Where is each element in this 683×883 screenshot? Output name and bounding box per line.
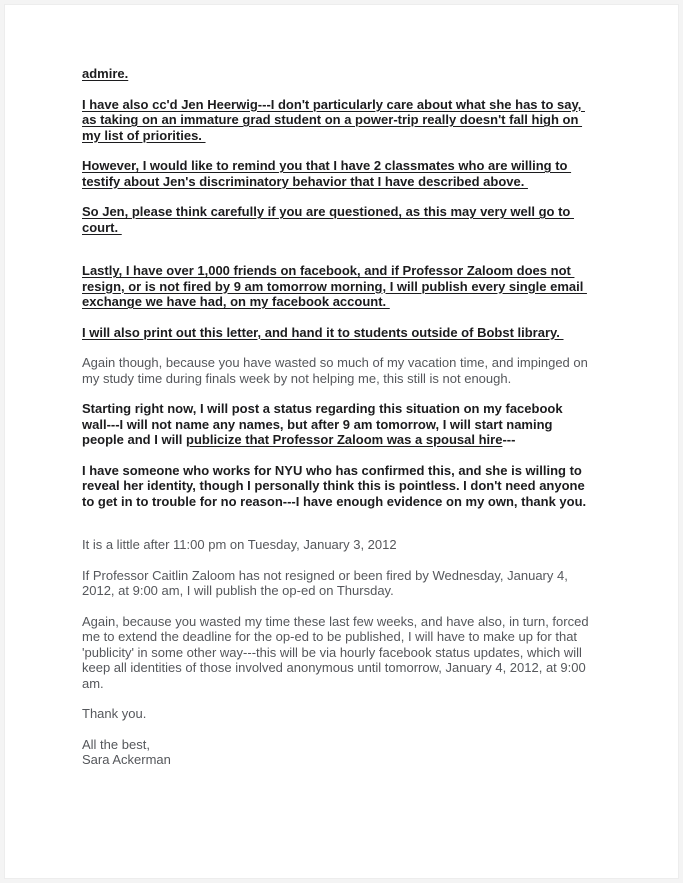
text-segment: Again, because you wasted my time these last few weeks, and have also, in turn, forced xyxy=(82,613,589,629)
letter-paragraph xyxy=(82,401,678,448)
text-segment: am. xyxy=(82,675,104,691)
text-segment: Sara Ackerman xyxy=(82,752,171,767)
document-page xyxy=(4,4,679,879)
text-line xyxy=(82,263,678,279)
text-segment: So Jen, please think carefully if you are questioned, as this may very well go to xyxy=(82,204,574,219)
text-line xyxy=(82,401,678,417)
text-line xyxy=(82,537,678,553)
text-line xyxy=(82,325,678,341)
text-segment: exchange we have had, on my facebook account. xyxy=(82,294,390,309)
text-line xyxy=(82,737,678,753)
text-segment: people and I will xyxy=(82,432,187,447)
text-segment: Again though, because you have wasted so much of my vacation time, and impinged on xyxy=(82,355,588,370)
letter-paragraph xyxy=(82,97,678,144)
text-segment: Lastly, I have over 1,000 friends on facebook, and if Professor Zaloom does not xyxy=(82,263,575,278)
text-segment: It is a little after 11:00 pm on Tuesday, January 3, 2012 xyxy=(82,537,397,552)
text-line xyxy=(82,706,678,722)
text-segment: publicize that Professor Zaloom was a spousal hire xyxy=(186,432,503,447)
text-segment: I have also cc'd Jen Heerwig---I don't particularly care about what she has to say, xyxy=(82,96,585,112)
text-segment: my study time during finals week by not helping me, this still is not enough. xyxy=(82,370,512,386)
text-line xyxy=(82,204,678,220)
text-line xyxy=(82,128,678,144)
text-segment: I will also print out this letter, and hand it to students outside of Bobst library. xyxy=(82,324,564,340)
text-segment: All the best, xyxy=(82,736,150,752)
letter-paragraph xyxy=(82,737,678,768)
letter-paragraph xyxy=(82,537,678,553)
text-line xyxy=(82,417,678,433)
letter-paragraph xyxy=(82,614,678,692)
text-line xyxy=(82,97,678,113)
text-segment: resign, or is not fired by 9 am tomorrow morning, I will publish every single email xyxy=(82,278,587,294)
text-line xyxy=(82,279,678,295)
text-segment: Thank you. xyxy=(82,706,147,721)
letter-paragraph xyxy=(82,463,678,510)
text-line xyxy=(82,568,678,584)
letter-paragraph xyxy=(82,263,678,310)
letter-paragraph xyxy=(82,706,678,722)
text-line xyxy=(82,478,678,494)
text-line xyxy=(82,463,678,479)
text-line xyxy=(82,629,678,645)
text-line xyxy=(82,494,678,510)
text-segment: me to extend the deadline for the op-ed to be published, I will have to make up for that xyxy=(82,629,578,644)
text-segment: Starting right now, I will post a status regarding this situation on my facebook xyxy=(82,401,563,416)
text-segment: court. xyxy=(82,219,122,235)
letter-paragraph xyxy=(82,204,678,235)
text-line xyxy=(82,752,678,768)
text-line xyxy=(82,371,678,387)
text-segment: to get in to trouble for no reason---I have enough evidence on my own, thank you. xyxy=(82,493,587,509)
text-line xyxy=(82,583,678,599)
text-line xyxy=(82,112,678,128)
letter-paragraph xyxy=(82,568,678,599)
text-line xyxy=(82,220,678,236)
text-segment: 'publicity' in some other way---this will be via hourly facebook status updates, which will xyxy=(82,644,582,660)
text-segment: testify about Jen's discriminatory behavior that I have described above. xyxy=(82,173,528,189)
letter-paragraph xyxy=(82,325,678,341)
text-line xyxy=(82,676,678,692)
text-segment: admire. xyxy=(82,66,129,81)
text-segment: If Professor Caitlin Zaloom has not resigned or been fired by Wednesday, January 4, xyxy=(82,567,568,583)
text-line xyxy=(82,158,678,174)
text-segment: However, I would like to remind you that I have 2 classmates who are willing to xyxy=(82,158,572,173)
letter-body xyxy=(5,5,678,768)
text-segment: keep all identities of those involved anonymous until tomorrow, January 4, 2012, at 9:00 xyxy=(82,660,586,675)
text-line xyxy=(82,614,678,630)
text-line xyxy=(82,645,678,661)
text-line xyxy=(82,66,678,82)
text-segment: wall---I will not name any names, but after 9 am tomorrow, I will start naming xyxy=(82,416,553,432)
text-line xyxy=(82,432,678,448)
text-segment: I have someone who works for NYU who has confirmed this, and she is willing to xyxy=(82,462,582,478)
text-segment: reveal her identity, though I personally think this is pointless. I don't need anyone xyxy=(82,478,585,493)
text-line xyxy=(82,355,678,371)
text-segment: --- xyxy=(502,432,516,447)
letter-paragraph xyxy=(82,158,678,189)
letter-paragraph xyxy=(82,355,678,386)
text-line xyxy=(82,174,678,190)
text-line xyxy=(82,294,678,310)
text-segment: 2012, at 9:00 am, I will publish the op-ed on Thursday. xyxy=(82,583,394,598)
text-segment: as taking on an immature grad student on a power-trip really doesn't fall high on xyxy=(82,112,583,127)
text-segment: my list of priorities. xyxy=(82,127,206,143)
text-line xyxy=(82,660,678,676)
letter-paragraph xyxy=(82,66,678,82)
